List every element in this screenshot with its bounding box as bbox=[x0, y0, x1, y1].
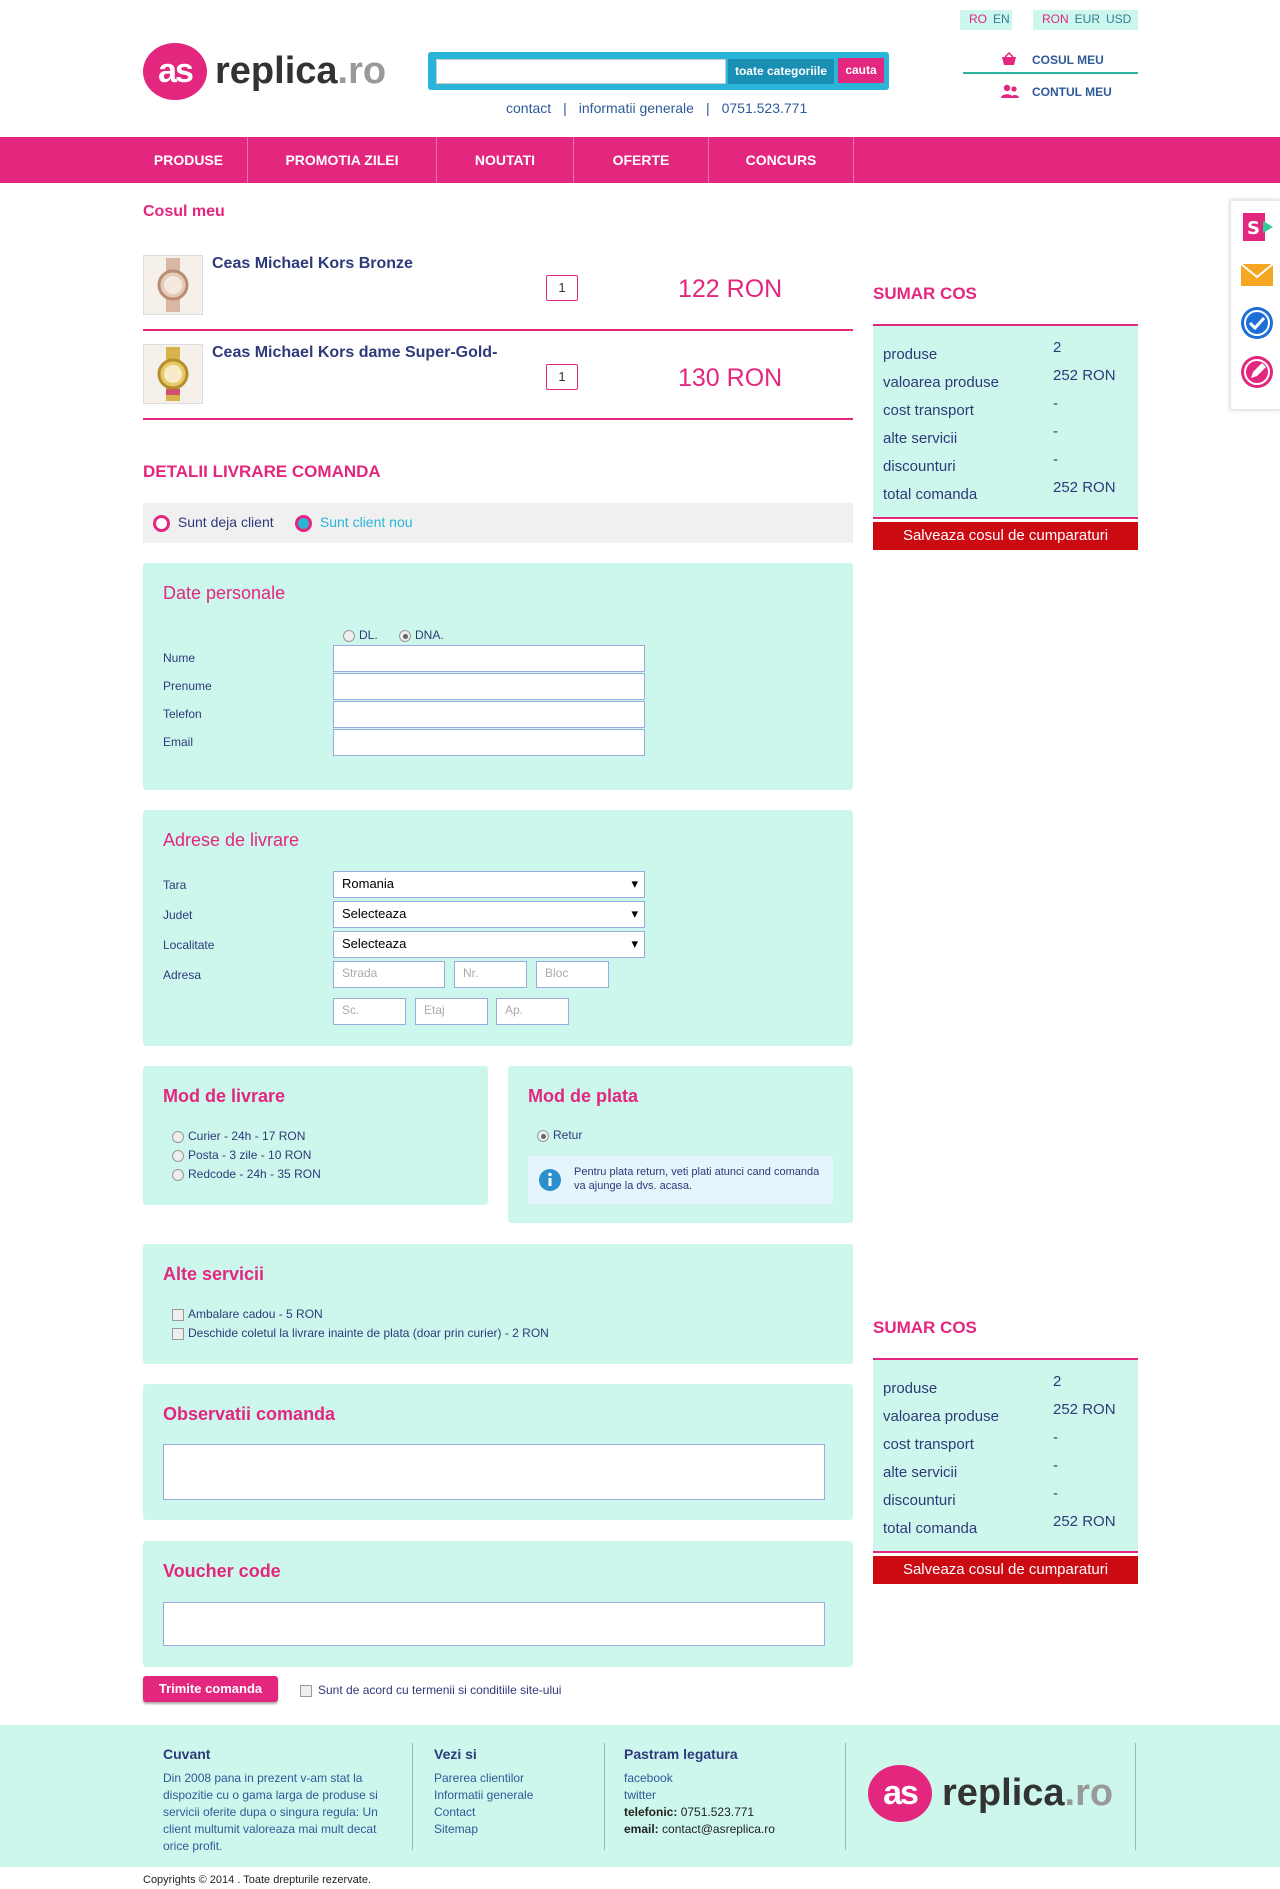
panel-title: Alte servicii bbox=[163, 1264, 265, 1284]
floor-input[interactable]: Etaj bbox=[415, 998, 488, 1025]
city-value: Selecteaza bbox=[342, 936, 407, 951]
shipping-option-redcode[interactable] bbox=[168, 1167, 321, 1181]
terms-label: Sunt de acord cu termenii si conditiile site-ului bbox=[318, 1683, 562, 1697]
number-input[interactable]: Nr. bbox=[454, 961, 527, 988]
info-icon bbox=[538, 1168, 562, 1192]
divider bbox=[604, 1743, 605, 1850]
footer-logo[interactable] bbox=[868, 1765, 1113, 1822]
field-label: Telefon bbox=[163, 707, 202, 721]
client-type-bar bbox=[143, 503, 853, 543]
panel-title: Voucher code bbox=[163, 1561, 281, 1581]
shipping-option-label: Redcode - 24h - 35 RON bbox=[188, 1167, 321, 1181]
last-name-input[interactable] bbox=[333, 673, 645, 700]
services-panel bbox=[143, 1244, 853, 1364]
watch-image bbox=[150, 258, 196, 312]
checkbox-icon bbox=[172, 1328, 184, 1340]
footer-contact bbox=[624, 1725, 834, 1838]
phone-label: telefonic: bbox=[624, 1805, 678, 1819]
service-label: Ambalare cadou - 5 RON bbox=[188, 1307, 323, 1321]
radio-icon bbox=[172, 1131, 184, 1143]
voucher-input[interactable] bbox=[163, 1602, 825, 1646]
divider bbox=[845, 1743, 846, 1850]
footer-heading: Vezi si bbox=[434, 1746, 477, 1762]
footer-link[interactable]: Parerea clientilor bbox=[434, 1771, 525, 1785]
nav-promotia-zilei[interactable]: PROMOTIA ZILEI bbox=[248, 137, 437, 183]
field-label: Email bbox=[163, 735, 194, 749]
cart-item bbox=[143, 336, 853, 420]
salutation-dna[interactable] bbox=[395, 628, 444, 642]
currency-eur[interactable]: EUR bbox=[1074, 12, 1101, 26]
client-new-label: Sunt client nou bbox=[319, 514, 413, 530]
lang-en[interactable]: EN bbox=[993, 12, 1010, 26]
email-input[interactable] bbox=[333, 729, 645, 756]
panel-title: Mod de livrare bbox=[163, 1086, 286, 1106]
personal-data-panel bbox=[143, 563, 853, 790]
radio-icon bbox=[172, 1150, 184, 1162]
logo-name: replica bbox=[942, 1772, 1065, 1814]
cart-summary bbox=[873, 1358, 1138, 1553]
logo-ext: .ro bbox=[1064, 1772, 1114, 1814]
separator: | bbox=[705, 100, 710, 116]
phone-link[interactable]: 0751.523.771 bbox=[721, 100, 808, 116]
share-icon[interactable] bbox=[1239, 209, 1275, 245]
staircase-input[interactable]: Sc. bbox=[333, 998, 406, 1025]
search-category-select[interactable]: toate categoriile bbox=[728, 59, 834, 84]
product-name[interactable]: Ceas Michael Kors Bronze bbox=[212, 255, 413, 272]
salutation-dl-label: DL. bbox=[359, 628, 378, 642]
checkbox-icon bbox=[172, 1309, 184, 1321]
summary-value: 252 RON bbox=[1053, 1513, 1116, 1530]
email-icon[interactable] bbox=[1239, 256, 1275, 292]
summary-title: SUMAR COS bbox=[873, 284, 977, 303]
summary-value: - bbox=[1053, 423, 1058, 440]
block-input[interactable]: Bloc bbox=[536, 961, 609, 988]
shipping-option-label: Posta - 3 zile - 10 RON bbox=[188, 1148, 312, 1162]
nav-concurs[interactable]: CONCURS bbox=[709, 137, 854, 183]
logo-mark: as bbox=[143, 43, 207, 100]
account-link-label: CONTUL MEU bbox=[1032, 85, 1112, 99]
summary-label: valoarea produse bbox=[883, 374, 999, 391]
product-thumbnail[interactable] bbox=[143, 255, 203, 315]
facebook-link[interactable]: facebook bbox=[624, 1771, 673, 1785]
footer-phone bbox=[624, 1804, 834, 1821]
payment-panel bbox=[508, 1066, 853, 1223]
summary-value: 252 RON bbox=[1053, 367, 1116, 384]
street-input[interactable]: Strada bbox=[333, 961, 445, 988]
service-open-package[interactable] bbox=[168, 1326, 549, 1340]
top-links bbox=[500, 100, 813, 116]
salutation-dna-label: DNA. bbox=[415, 628, 444, 642]
summary-value: 252 RON bbox=[1053, 479, 1116, 496]
radio-selected-icon bbox=[399, 630, 411, 642]
cart-link-label: COSUL MEU bbox=[1032, 53, 1104, 67]
field-label: Judet bbox=[163, 908, 193, 922]
summary-label: cost transport bbox=[883, 402, 974, 419]
users-icon bbox=[1001, 84, 1019, 99]
summary-label: alte servicii bbox=[883, 1464, 958, 1481]
submit-order-button[interactable]: Trimite comanda bbox=[143, 1676, 278, 1702]
summary-label: produse bbox=[883, 1380, 938, 1397]
apartment-input[interactable]: Ap. bbox=[496, 998, 569, 1025]
city-select[interactable] bbox=[333, 931, 645, 958]
service-gift-wrap[interactable] bbox=[168, 1307, 323, 1321]
summary-label: alte servicii bbox=[883, 430, 958, 447]
terms-agreement[interactable] bbox=[296, 1683, 561, 1697]
field-label: Prenume bbox=[163, 679, 212, 693]
cart-link[interactable] bbox=[963, 52, 1138, 74]
summary-value: 2 bbox=[1053, 339, 1062, 356]
info-link[interactable]: informatii generale bbox=[578, 100, 694, 116]
product-price: 122 RON bbox=[678, 275, 783, 303]
panel-title: Adrese de livrare bbox=[163, 830, 300, 850]
payment-option-retur[interactable] bbox=[533, 1128, 582, 1142]
contact-link[interactable]: contact bbox=[506, 100, 552, 116]
summary-value: 252 RON bbox=[1053, 1401, 1116, 1418]
currency-switcher bbox=[1033, 10, 1138, 30]
footer-heading: Cuvant bbox=[163, 1746, 211, 1762]
field-label: Localitate bbox=[163, 938, 215, 952]
summary-value: - bbox=[1053, 1485, 1058, 1502]
search-button[interactable]: cauta bbox=[838, 58, 884, 83]
logo-name: replica bbox=[215, 50, 338, 92]
address-panel bbox=[143, 810, 853, 1046]
payment-info-text: Pentru plata return, veti plati atunci cand comanda va ajunge la dvs. acasa. bbox=[574, 1166, 820, 1192]
nav-produse[interactable]: PRODUSE bbox=[130, 137, 248, 183]
delivery-title: DETALII LIVRARE COMANDA bbox=[143, 462, 381, 481]
panel-title: Observatii comanda bbox=[163, 1404, 336, 1424]
site-logo[interactable] bbox=[143, 43, 386, 100]
side-toolbar bbox=[1230, 200, 1280, 410]
summary-value: - bbox=[1053, 395, 1058, 412]
shipping-option-posta[interactable] bbox=[168, 1148, 311, 1162]
summary-value: - bbox=[1053, 1457, 1058, 1474]
edit-icon[interactable] bbox=[1239, 354, 1275, 390]
checkbox-icon bbox=[300, 1685, 312, 1697]
save-cart-button[interactable]: Salveaza cosul de cumparaturi bbox=[873, 1556, 1138, 1584]
footer-links bbox=[434, 1725, 594, 1838]
check-icon[interactable] bbox=[1239, 305, 1275, 341]
county-select[interactable] bbox=[333, 901, 645, 928]
field-label: Adresa bbox=[163, 968, 202, 982]
voucher-panel bbox=[143, 1541, 853, 1667]
search-bar bbox=[428, 52, 889, 90]
divider bbox=[1135, 1743, 1136, 1850]
summary-label: produse bbox=[883, 346, 938, 363]
summary-label: cost transport bbox=[883, 1436, 974, 1453]
summary-value: - bbox=[1053, 1429, 1058, 1446]
watch-image bbox=[150, 347, 196, 401]
notes-textarea[interactable] bbox=[163, 1444, 825, 1500]
cart-title: Cosul meu bbox=[143, 203, 225, 220]
payment-option-label: Retur bbox=[553, 1128, 583, 1142]
footer-email bbox=[624, 1821, 834, 1838]
currency-usd[interactable]: USD bbox=[1106, 12, 1132, 26]
radio-icon bbox=[153, 515, 170, 532]
quantity-field[interactable]: 1 bbox=[546, 364, 578, 390]
currency-ron[interactable]: RON bbox=[1042, 12, 1069, 26]
cart-item bbox=[143, 247, 853, 331]
footer-link[interactable]: Informatii generale bbox=[434, 1788, 534, 1802]
summary-label: discounturi bbox=[883, 1492, 956, 1509]
footer-link[interactable]: Sitemap bbox=[434, 1822, 479, 1836]
shipping-option-label: Curier - 24h - 17 RON bbox=[188, 1129, 306, 1143]
separator: | bbox=[563, 100, 567, 116]
divider bbox=[412, 1743, 413, 1850]
account-link[interactable] bbox=[963, 84, 1138, 104]
logo-ext: .ro bbox=[337, 50, 387, 92]
summary-value: 2 bbox=[1053, 1373, 1062, 1390]
quantity-field[interactable]: 1 bbox=[546, 275, 578, 301]
email-value[interactable]: contact@asreplica.ro bbox=[662, 1822, 775, 1836]
salutation-dl[interactable] bbox=[339, 628, 378, 642]
phone-input[interactable] bbox=[333, 701, 645, 728]
notes-panel bbox=[143, 1384, 853, 1520]
payment-info-box bbox=[528, 1156, 833, 1204]
cart-summary bbox=[873, 324, 1138, 519]
country-select[interactable] bbox=[333, 871, 645, 898]
footer-about-text: Din 2008 pana in prezent v-am stat la dispozitie cu o gama larga de produse si servicii oferite dupa o singura regula: Un client multumit valoreaza mai mult decat orice profit. bbox=[163, 1771, 378, 1853]
product-name[interactable]: Ceas Michael Kors dame Super-Gold- bbox=[212, 344, 498, 361]
service-label: Deschide coletul la livrare inainte de plata (doar prin curier) - 2 RON bbox=[188, 1326, 549, 1340]
phone-value: 0751.523.771 bbox=[680, 1805, 755, 1819]
panel-title: Mod de plata bbox=[528, 1086, 639, 1106]
save-cart-button[interactable]: Salveaza cosul de cumparaturi bbox=[873, 522, 1138, 550]
summary-label: total comanda bbox=[883, 1520, 978, 1537]
copyright: Copyrights © 2014 . Toate drepturile rezervate. bbox=[143, 1874, 372, 1886]
radio-selected-icon bbox=[295, 515, 312, 532]
basket-icon bbox=[1001, 52, 1017, 66]
summary-label: discounturi bbox=[883, 458, 956, 475]
summary-value: - bbox=[1053, 451, 1058, 468]
radio-icon bbox=[343, 630, 355, 642]
footer-heading: Pastram legatura bbox=[624, 1746, 738, 1762]
county-value: Selecteaza bbox=[342, 906, 407, 921]
client-existing-label: Sunt deja client bbox=[177, 514, 274, 530]
shipping-option-curier[interactable] bbox=[168, 1129, 305, 1143]
first-name-input[interactable] bbox=[333, 645, 645, 672]
product-price: 130 RON bbox=[678, 364, 783, 392]
logo-mark: as bbox=[868, 1765, 932, 1822]
search-input[interactable] bbox=[436, 59, 726, 84]
footer-about bbox=[163, 1725, 395, 1855]
footer-link[interactable]: Contact bbox=[434, 1805, 476, 1819]
main-nav bbox=[0, 137, 1280, 183]
radio-selected-icon bbox=[537, 1130, 549, 1142]
client-new-option[interactable] bbox=[295, 514, 413, 532]
svg-text:S: S bbox=[1247, 218, 1260, 239]
client-existing-option[interactable] bbox=[153, 514, 274, 532]
footer bbox=[0, 1725, 1280, 1867]
shipping-panel bbox=[143, 1066, 488, 1205]
radio-icon bbox=[172, 1169, 184, 1181]
twitter-link[interactable]: twitter bbox=[624, 1788, 657, 1802]
email-label: email: bbox=[624, 1822, 659, 1836]
product-thumbnail[interactable] bbox=[143, 344, 203, 404]
language-switcher bbox=[960, 10, 1012, 30]
nav-oferte[interactable]: OFERTE bbox=[574, 137, 709, 183]
lang-ro[interactable]: RO bbox=[969, 12, 987, 26]
summary-label: valoarea produse bbox=[883, 1408, 999, 1425]
summary-label: total comanda bbox=[883, 486, 978, 503]
field-label: Tara bbox=[163, 878, 187, 892]
summary-title: SUMAR COS bbox=[873, 1318, 977, 1337]
nav-noutati[interactable]: NOUTATI bbox=[437, 137, 574, 183]
panel-title: Date personale bbox=[163, 583, 286, 603]
field-label: Nume bbox=[163, 651, 196, 665]
country-value: Romania bbox=[342, 876, 395, 891]
